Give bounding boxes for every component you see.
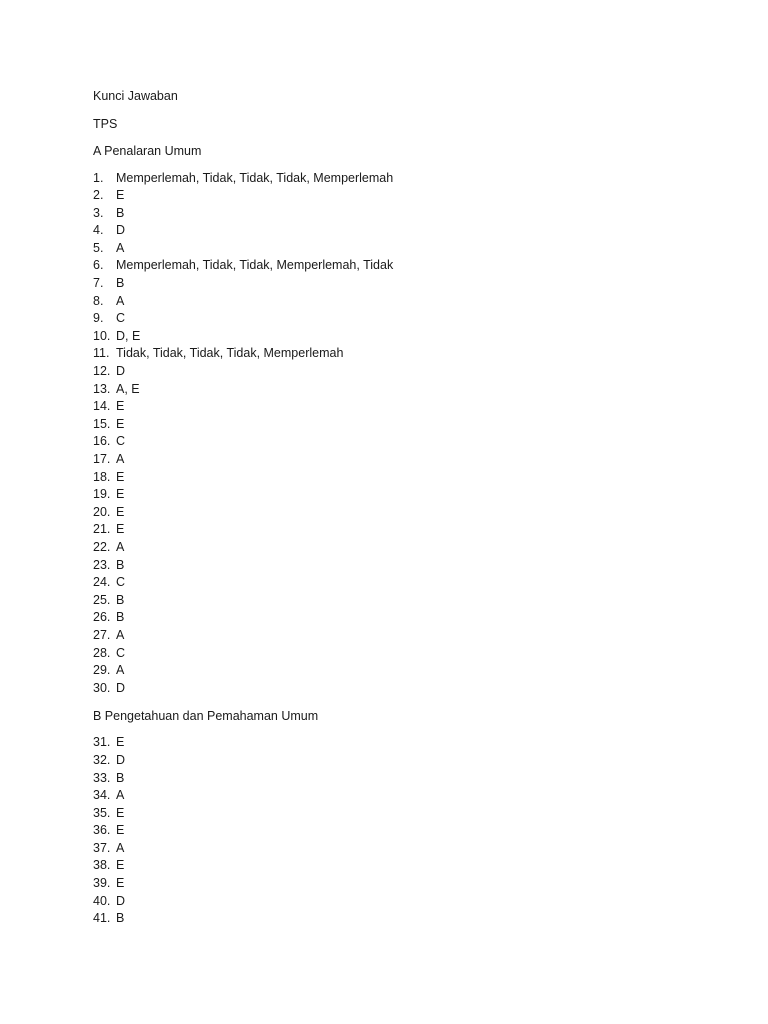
answer-text: D	[116, 680, 126, 695]
answer-text: Memperlemah, Tidak, Tidak, Memperlemah, Tidak	[116, 258, 394, 273]
answer-text: E	[116, 823, 125, 838]
answer-item	[93, 257, 713, 275]
answer-text: E	[116, 416, 125, 431]
answer-item	[93, 752, 713, 770]
answer-text: C	[116, 645, 126, 660]
answer-item	[93, 275, 713, 293]
answer-number: 13.	[93, 381, 111, 396]
answer-item	[93, 416, 713, 434]
answer-item	[93, 539, 713, 557]
answer-text: B	[116, 557, 125, 572]
section-a-answer-list	[93, 170, 713, 698]
answer-item	[93, 381, 713, 399]
document-title: Kunci Jawaban	[93, 89, 178, 103]
answer-text: E	[116, 469, 125, 484]
answer-number: 27.	[93, 627, 111, 642]
answer-text: B	[116, 770, 125, 785]
answer-number: 5.	[93, 240, 104, 255]
answer-number: 10.	[93, 328, 111, 343]
answer-item	[93, 857, 713, 875]
answer-number: 35.	[93, 805, 111, 820]
answer-item	[93, 451, 713, 469]
answer-text: A, E	[116, 381, 140, 396]
answer-text: C	[116, 434, 126, 449]
answer-text: Tidak, Tidak, Tidak, Tidak, Memperlemah	[116, 346, 344, 361]
answer-number: 1.	[93, 170, 104, 185]
answer-number: 16.	[93, 434, 111, 449]
answer-text: D	[116, 752, 126, 767]
answer-item	[93, 662, 713, 680]
answer-item	[93, 557, 713, 575]
answer-item	[93, 875, 713, 893]
section-b-answer-list	[93, 734, 713, 928]
answer-text: E	[116, 805, 125, 820]
answer-item	[93, 187, 713, 205]
answer-number: 26.	[93, 610, 111, 625]
answer-text: B	[116, 276, 125, 291]
answer-number: 2.	[93, 188, 104, 203]
answer-item	[93, 893, 713, 911]
answer-number: 20.	[93, 504, 111, 519]
answer-number: 28.	[93, 645, 111, 660]
answer-item	[93, 293, 713, 311]
answer-text: E	[116, 487, 125, 502]
answer-item	[93, 170, 713, 188]
answer-number: 3.	[93, 205, 104, 220]
answer-text: A	[116, 539, 125, 554]
answer-number: 38.	[93, 858, 111, 873]
answer-text: A	[116, 627, 125, 642]
answer-text: E	[116, 188, 125, 203]
answer-number: 32.	[93, 752, 111, 767]
answer-number: 17.	[93, 452, 111, 466]
answer-number: 11.	[93, 346, 110, 361]
answer-item	[93, 205, 713, 223]
answer-item	[93, 627, 713, 645]
answer-item	[93, 363, 713, 381]
answer-item	[93, 910, 713, 928]
answer-number: 36.	[93, 823, 111, 838]
answer-item	[93, 222, 713, 240]
answer-item	[93, 574, 713, 592]
answer-text: D	[116, 223, 126, 238]
answer-text: D, E	[116, 328, 141, 343]
answer-number: 37.	[93, 840, 111, 855]
answer-item	[93, 521, 713, 539]
answer-item	[93, 433, 713, 451]
answer-number: 29.	[93, 663, 111, 678]
answer-text: A	[116, 240, 125, 255]
answer-number: 19.	[93, 487, 111, 502]
answer-item	[93, 310, 713, 328]
answer-text: A	[116, 788, 125, 803]
answer-item	[93, 609, 713, 627]
answer-number: 4.	[93, 223, 104, 238]
answer-text: B	[116, 205, 125, 220]
answer-item	[93, 805, 713, 823]
answer-number: 31.	[93, 735, 111, 750]
answer-text: E	[116, 399, 125, 414]
answer-text: C	[116, 311, 126, 326]
answer-text: E	[116, 504, 125, 519]
answer-number: 6.	[93, 258, 104, 273]
section-b-heading: B Pengetahuan dan Pemahaman Umum	[93, 708, 319, 723]
answer-number: 33.	[93, 770, 111, 785]
answer-item	[93, 770, 713, 788]
answer-number: 24.	[93, 575, 111, 590]
answer-text: B	[116, 610, 125, 625]
answer-number: 21.	[93, 522, 111, 537]
answer-item	[93, 469, 713, 487]
answer-text: B	[116, 911, 125, 926]
answer-number: 12.	[93, 364, 111, 379]
section-a-heading: A Penalaran Umum	[93, 144, 202, 158]
answer-text: E	[116, 858, 125, 873]
answer-number: 15.	[93, 416, 111, 431]
answer-text: A	[116, 293, 125, 308]
answer-number: 7.	[93, 276, 104, 291]
answer-item	[93, 822, 713, 840]
answer-number: 34.	[93, 788, 111, 803]
answer-number: 8.	[93, 293, 104, 308]
document-subtitle: TPS	[93, 116, 118, 131]
answer-number: 39.	[93, 876, 111, 891]
answer-item	[93, 787, 713, 805]
answer-number: 23.	[93, 557, 111, 572]
answer-text: A	[116, 663, 125, 678]
answer-item	[93, 504, 713, 522]
answer-text: Memperlemah, Tidak, Tidak, Tidak, Memperlemah	[116, 170, 394, 185]
answer-number: 14.	[93, 399, 111, 414]
answer-text: D	[116, 364, 126, 379]
answer-text: A	[116, 452, 125, 466]
answer-item	[93, 328, 713, 346]
answer-text: E	[116, 735, 125, 750]
answer-number: 40.	[93, 893, 111, 908]
answer-item	[93, 734, 713, 752]
answer-item	[93, 840, 713, 858]
answer-number: 30.	[93, 680, 111, 695]
answer-text: C	[116, 575, 126, 590]
answer-text: B	[116, 592, 125, 607]
answer-item	[93, 486, 713, 504]
answer-item	[93, 240, 713, 258]
answer-number: 9.	[93, 311, 104, 326]
answer-number: 41.	[93, 911, 111, 926]
answer-item	[93, 592, 713, 610]
answer-item	[93, 680, 713, 698]
document-body	[93, 87, 713, 928]
answer-text: A	[116, 840, 125, 855]
answer-text: E	[116, 876, 125, 891]
answer-item	[93, 645, 713, 663]
answer-item	[93, 398, 713, 416]
answer-item	[93, 345, 713, 363]
answer-number: 22.	[93, 539, 111, 554]
answer-number: 25.	[93, 592, 111, 607]
answer-text: D	[116, 893, 126, 908]
answer-text: E	[116, 522, 125, 537]
answer-number: 18.	[93, 469, 111, 484]
